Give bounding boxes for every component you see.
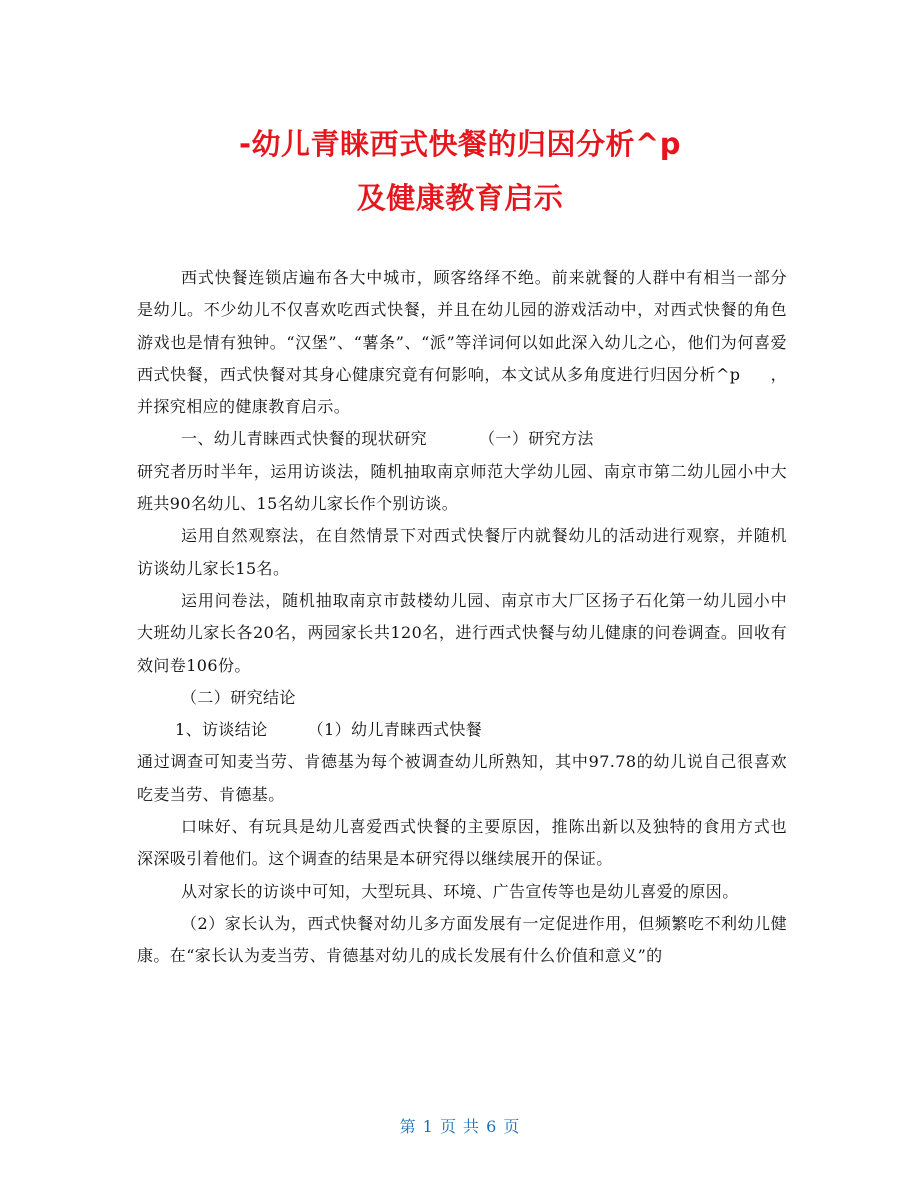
paragraph-finding-2: 口味好、有玩具是幼儿喜爱西式快餐的主要原因，推陈出新以及独特的食用方式也深深吸引着他们。这个调查的结果是本研究得以继续展开的保证。 <box>137 817 787 869</box>
section-1-subtitle: （一）研究方法 <box>479 429 594 449</box>
conclusion-1-subtitle: （1）幼儿青睐西式快餐 <box>307 720 483 740</box>
paragraph-intro <box>137 262 787 423</box>
section-1-title: 一、幼儿青睐西式快餐的现状研究 <box>181 429 428 449</box>
paragraph-method-3: 运用问卷法，随机抽取南京市鼓楼幼儿园、南京市大厂区扬子石化第一幼儿园小中大班幼儿家长各20名，两园家长共120名，进行西式快餐与幼儿健康的问卷调查。回收有效问卷106份。 <box>137 590 787 675</box>
paragraph-finding-1: 通过调查可知麦当劳、肯德基为每个被调查幼儿所熟知，其中97.78的幼儿说自己很喜欢吃麦当劳、肯德基。 <box>137 752 787 804</box>
paragraph-intro-tail: ，并探究相应的健康教育启示。 <box>137 364 787 417</box>
section-heading-2: （二）研究结论 <box>181 687 296 707</box>
paragraph-finding-3: 从对家长的访谈中可知，大型玩具、环境、广告宣传等也是幼儿喜爱的原因。 <box>181 881 739 901</box>
paragraph-method-2: 运用自然观察法，在自然情景下对西式快餐厅内就餐幼儿的活动进行观察，并随机访谈幼儿家长15名。 <box>137 526 787 578</box>
page-footer: 第 1 页 共 6 页 <box>399 1117 521 1136</box>
paragraph-method-1: 研究者历时半年，运用访谈法，随机抽取南京师范大学幼儿园、南京市第二幼儿园小中大班共90名幼儿、15名幼儿家长作个别访谈。 <box>137 461 787 514</box>
document-body <box>137 262 787 973</box>
document-title-line2: 及健康教育启示 <box>356 181 564 215</box>
conclusion-heading-1 <box>137 714 787 746</box>
document-title-line1: -幼儿青睐西式快餐的归因分析^p <box>238 127 682 161</box>
paragraph-intro-text: 西式快餐连锁店遍布各大中城市，顾客络绎不绝。前来就餐的人群中有相当一部分是幼儿。不少幼儿不仅喜欢吃西式快餐，并且在幼儿园的游戏活动中，对西式快餐的角色游戏也是情有独钟。“汉堡”、“薯条”、“派”等洋词何以如此深入幼儿之心，他们为何喜爱西式快餐，西式快餐对其身心健康究竟有何影响，本文试从多角度进行归因分析^p <box>137 268 787 384</box>
conclusion-1-title: 1、访谈结论 <box>175 720 268 740</box>
section-heading-1 <box>137 423 787 455</box>
paragraph-finding-4: （2）家长认为，西式快餐对幼儿多方面发展有一定促进作用，但频繁吃不利幼儿健康。在“家长认为麦当劳、肯德基对幼儿的成长发展有什么价值和意义”的 <box>137 913 787 966</box>
